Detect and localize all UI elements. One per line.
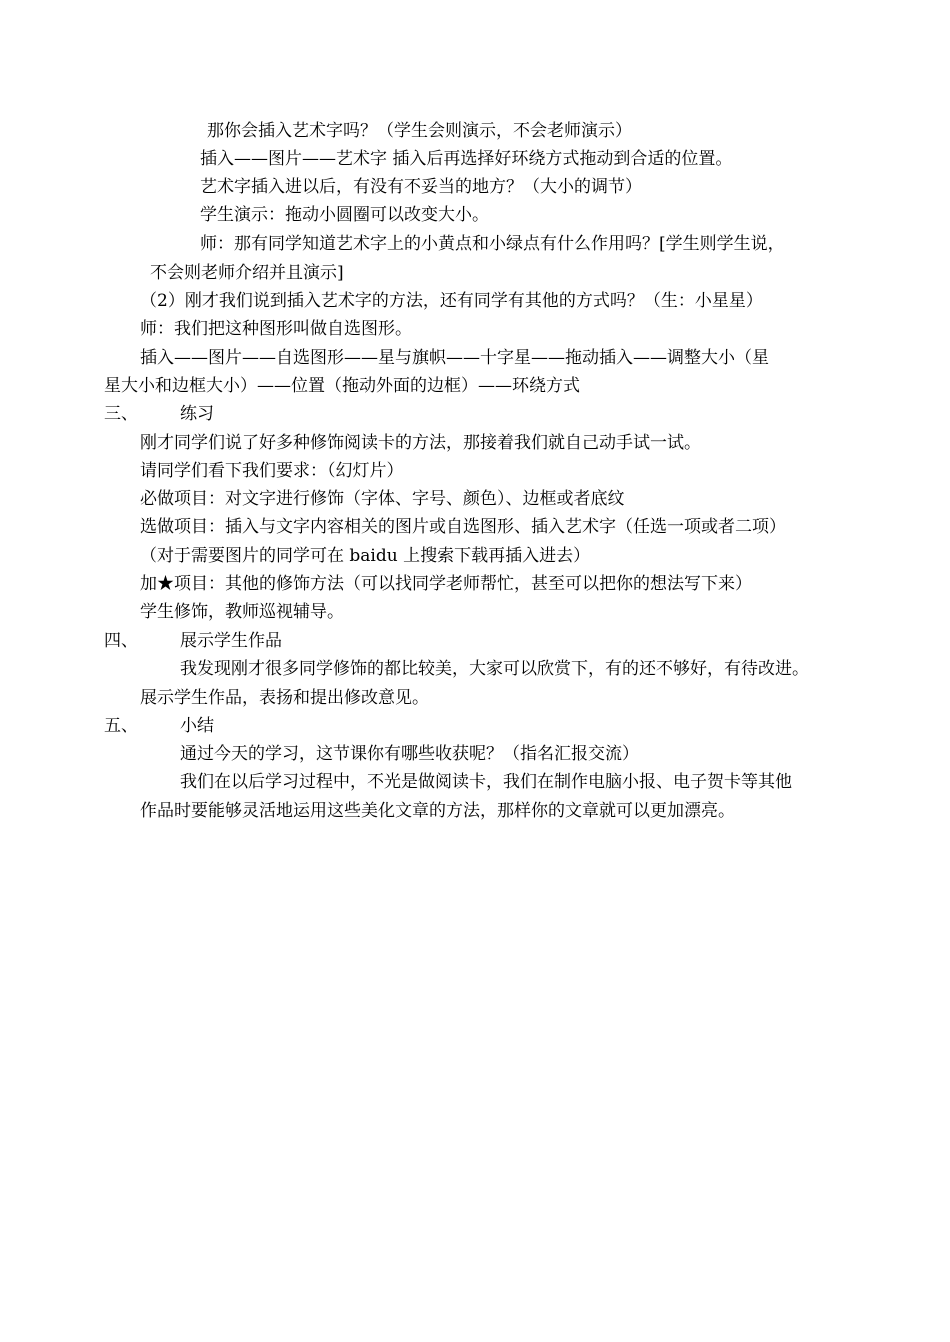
- paragraph-line: 星大小和边框大小）——位置（拖动外面的边框）——环绕方式: [104, 376, 580, 396]
- paragraph-line: 那你会插入艺术字吗？（学生会则演示，不会老师演示）: [207, 121, 632, 141]
- paragraph-line: 艺术字插入进以后，有没有不妥当的地方？（大小的调节）: [200, 177, 642, 197]
- paragraph-line: （对于需要图片的同学可在 baidu 上搜索下载再插入进去）: [140, 546, 591, 566]
- paragraph-line: 插入——图片——自选图形——星与旗帜——十字星——拖动插入——调整大小（星: [140, 348, 769, 368]
- section-number: 四、: [104, 631, 138, 651]
- paragraph-line: 我们在以后学习过程中，不光是做阅读卡，我们在制作电脑小报、电子贺卡等其他: [180, 772, 792, 792]
- paragraph-line: 插入——图片——艺术字 插入后再选择好环绕方式拖动到合适的位置。: [200, 149, 733, 169]
- paragraph-line: 作品时要能够灵活地运用这些美化文章的方法，那样你的文章就可以更加漂亮。: [140, 801, 735, 821]
- paragraph-line: 师：我们把这种图形叫做自选图形。: [140, 319, 412, 339]
- paragraph-line: 师：那有同学知道艺术字上的小黄点和小绿点有什么作用吗？[学生则学生说，: [200, 234, 785, 254]
- paragraph-line: 通过今天的学习，这节课你有哪些收获呢？（指名汇报交流）: [180, 744, 639, 764]
- paragraph-line: 请同学们看下我们要求：（幻灯片）: [140, 461, 404, 481]
- paragraph-line: （2）刚才我们说到插入艺术字的方法，还有同学有其他的方式吗？（生：小星星）: [140, 291, 763, 311]
- paragraph-line: 我发现刚才很多同学修饰的都比较美，大家可以欣赏下，有的还不够好，有待改进。: [180, 659, 809, 679]
- paragraph-line: 刚才同学们说了好多种修饰阅读卡的方法，那接着我们就自己动手试一试。: [140, 433, 701, 453]
- section-heading: 小结: [180, 716, 214, 736]
- paragraph-line: 必做项目：对文字进行修饰（字体、字号、颜色）、边框或者底纹: [140, 489, 625, 509]
- paragraph-line: 加★项目：其他的修饰方法（可以找同学老师帮忙，甚至可以把你的想法写下来）: [140, 574, 752, 594]
- section-number: 三、: [104, 404, 138, 424]
- paragraph-line: 展示学生作品，表扬和提出修改意见。: [140, 688, 429, 708]
- paragraph-line: 选做项目：插入与文字内容相关的图片或自选图形、插入艺术字（任选一项或者二项）: [140, 517, 786, 537]
- section-number: 五、: [104, 716, 138, 736]
- section-heading: 练习: [180, 404, 214, 424]
- paragraph-line: 不会则老师介绍并且演示]: [150, 263, 344, 283]
- paragraph-line: 学生演示：拖动小圆圈可以改变大小。: [200, 205, 489, 225]
- paragraph-line: 学生修饰，教师巡视辅导。: [140, 602, 344, 622]
- section-heading: 展示学生作品: [180, 631, 282, 651]
